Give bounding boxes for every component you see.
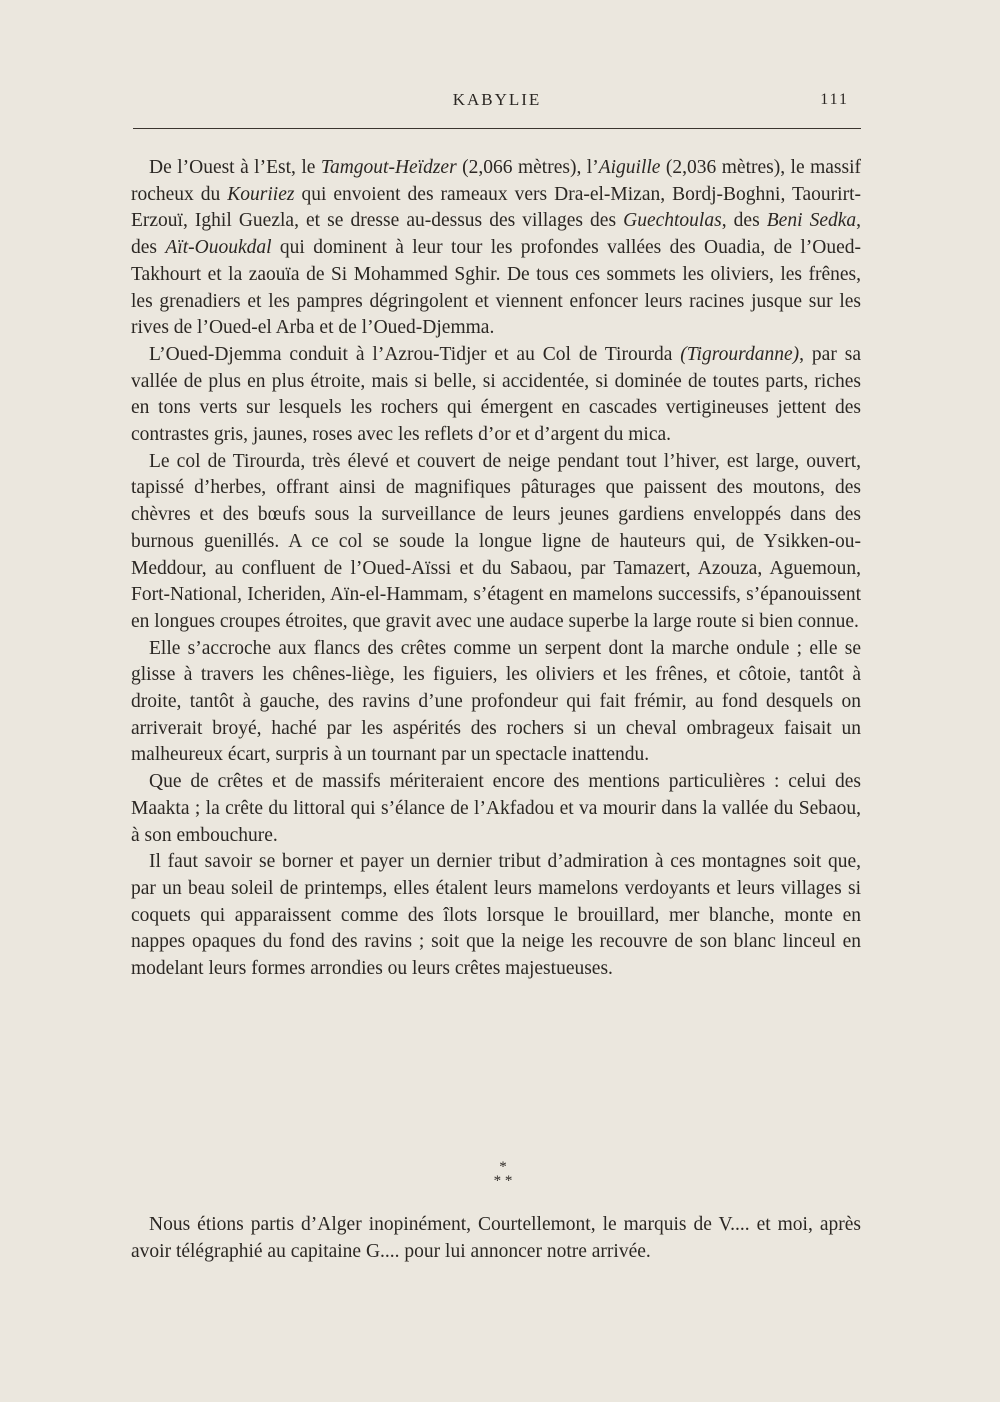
section-separator bbox=[0, 1160, 1000, 1188]
separator-asterism-bottom: * * bbox=[493, 1173, 513, 1189]
p1-text-5: , des bbox=[721, 210, 767, 232]
paragraph-4: Elle s’accroche aux flancs des crêtes comme un serpent dont la marche ondule ; elle se glisse à travers les chênes-liège, les figuiers, les oliviers et les frênes, et côtoie, tantôt à droite, tantôt à gauche, des ravins d’une profondeur qui fait frémir, au fond desquels on arriverait broyé, haché par les aspérités des rochers si un cheval ombrageux faisait un malheureux écart, surpris à un tournant par un spectacle inattendu. bbox=[131, 637, 861, 766]
running-title: KABYLIE bbox=[452, 90, 542, 109]
paragraph-7: Nous étions partis d’Alger inopinément, Courtellemont, le marquis de V.... et moi, après avoir télégraphié au capitaine G.... pour lui annoncer notre arrivée. bbox=[131, 1214, 861, 1262]
closing-text bbox=[131, 1212, 861, 1265]
separator-asterism-top: * bbox=[499, 1159, 507, 1175]
p2-text-1: L’Oued-Djemma conduit à l’Azrou-Tidjer et au Col de Tirourda bbox=[149, 343, 681, 365]
running-head bbox=[133, 88, 861, 118]
p1-place-tamgout: Tamgout-Heïdzer bbox=[320, 157, 457, 178]
body-text bbox=[131, 155, 861, 983]
p1-tribe-beni-sedka: Beni Sedka bbox=[766, 210, 857, 232]
p1-place-kouriiez: Kouriiez bbox=[227, 183, 295, 205]
p1-text-7: qui dominent à leur tour les profondes vallées des Ouadia, de l’Oued-Takhourt et la zaouïa de Si Mohammed Sghir. De tous ces sommets les oliviers, les frênes, les grenadiers et les pampres dégringolent et viennent enfoncer leurs racines jusque sur les rives de l’Oued-el Arba et de l’Oued-Djemma. bbox=[131, 237, 861, 339]
paragraph-1 bbox=[131, 155, 861, 342]
paragraph-5: Que de crêtes et de massifs mériteraient encore des mentions particulières : celui des Maakta ; la crête du littoral qui s’élance de l’Akfadou et va mourir dans la vallée du Sebaou, à son embouchure. bbox=[131, 771, 861, 846]
p1-text-1: De l’Ouest à l’Est, le bbox=[149, 157, 321, 178]
paragraph-2 bbox=[131, 342, 861, 449]
p1-text-4: qui envoient des rameaux vers Dra-el-Mizan, Bordj-Boghni, Taourirt-Erzouï, Ighil Guezla, et se dresse au-dessus des villages des bbox=[131, 183, 861, 232]
p2-text-2: , par sa vallée de plus en plus étroite, mais si belle, si accidentée, si dominée de toutes parts, riches en tons verts sur lesquels les rochers qui émergent en cascades vertigineuses jettent des contrastes gris, jaunes, roses avec les reflets d’or et d’argent du mica. bbox=[131, 343, 861, 446]
p1-place-aiguille: Aiguille bbox=[598, 157, 661, 178]
p1-text-6: , des bbox=[131, 210, 862, 259]
p1-text-2: (2,066 mètres), l’ bbox=[456, 157, 599, 178]
p2-place-tigrourdanne: (Tigrourdanne) bbox=[680, 343, 800, 365]
header-rule bbox=[133, 128, 861, 129]
p1-text-3: (2,036 mètres), le massif rocheux du bbox=[131, 157, 861, 205]
paragraph-3: Le col de Tirourda, très élevé et couvert de neige pendant tout l’hiver, est large, ouvert, tapissé d’herbes, offrant ainsi de magnifiques pâturages que paissent des moutons, des chèvres et des bœufs sous la surveillance de leurs jeunes gardiens enveloppés dans des burnous guenillés. A ce col se soude la longue ligne de hauteurs qui, de Ysikken-ou-Meddour, au confluent de l’Oued-Aïssi et du Sabaou, par Tamazert, Azouza, Aguemoun, Fort-National, Icheriden, Aïn-el-Hammam, s’étagent en mamelons successifs, s’épanouissent en longues croupes étroites, que gravit avec une audace superbe la large route si bien connue. bbox=[131, 450, 861, 632]
page-number: 111 bbox=[820, 91, 849, 108]
p1-tribe-guechtoulas: Guechtoulas bbox=[623, 210, 722, 232]
p1-tribe-ait-ououkdal: Aït-Ououkdal bbox=[165, 237, 272, 259]
paragraph-6: Il faut savoir se borner et payer un dernier tribut d’admiration à ces montagnes soit que, par un beau soleil de printemps, elles étalent leurs mamelons verdoyants et leurs villages si coquets qui apparaissent comme des îlots lorsque le brouillard, mer blanche, monte en nappes opaques du fond des ravins ; soit que la neige les recouvre de son blanc linceul en modelant leurs formes arrondies ou leurs crêtes majestueuses. bbox=[131, 851, 861, 980]
